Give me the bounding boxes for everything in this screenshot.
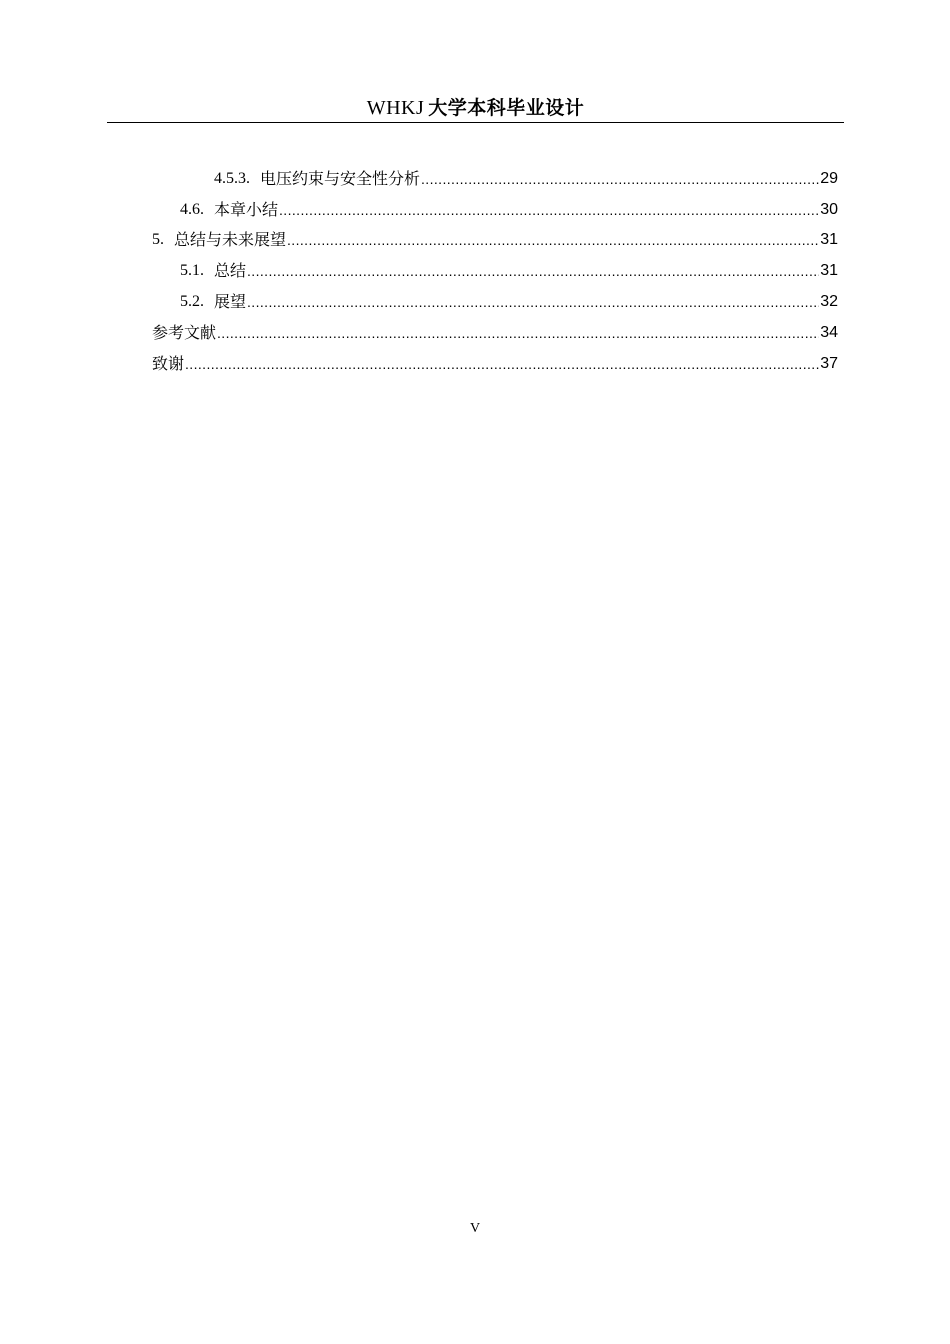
toc-entry-page: 37 xyxy=(820,354,838,372)
toc-entry[interactable] xyxy=(152,312,838,343)
toc-dot-leader xyxy=(185,354,819,374)
toc-entry[interactable] xyxy=(152,158,838,189)
toc-entry[interactable] xyxy=(152,220,838,251)
toc-dot-leader xyxy=(421,169,819,189)
toc-entry-page: 34 xyxy=(820,323,838,341)
toc-dot-leader xyxy=(247,292,819,312)
toc-entry-title: 总结 xyxy=(214,261,247,281)
toc-entry-title: 参考文献 xyxy=(152,322,217,342)
toc-entry-page: 32 xyxy=(820,292,838,310)
toc-entry-number: 4.5.3. xyxy=(214,169,250,187)
toc-entry-number: 5.1. xyxy=(180,262,204,280)
toc-entry-page: 29 xyxy=(820,169,838,187)
table-of-contents xyxy=(152,158,838,374)
toc-entry[interactable] xyxy=(152,189,838,220)
toc-dot-leader xyxy=(279,200,819,220)
toc-entry[interactable] xyxy=(152,343,838,374)
toc-entry-title: 致谢 xyxy=(152,353,185,373)
toc-entry-number: 4.6. xyxy=(180,200,204,218)
page-header xyxy=(107,94,844,123)
toc-entry-page: 30 xyxy=(820,200,838,218)
toc-dot-leader xyxy=(287,230,819,250)
toc-entry-number: 5.2. xyxy=(180,292,204,310)
toc-entry-number: 5. xyxy=(152,231,164,249)
toc-dot-leader xyxy=(247,261,819,281)
header-latin: WHKJ xyxy=(366,97,425,119)
header-cjk: 大学本科毕业设计 xyxy=(428,97,585,119)
toc-entry-title: 总结与未来展望 xyxy=(174,230,287,250)
toc-entry[interactable] xyxy=(152,281,838,312)
page-number: V xyxy=(469,1221,481,1236)
toc-dot-leader xyxy=(217,323,819,343)
toc-entry-title: 电压约束与安全性分析 xyxy=(260,168,421,188)
toc-entry-page: 31 xyxy=(820,262,838,280)
toc-entry-title: 展望 xyxy=(214,291,247,311)
page-header-title xyxy=(367,94,585,122)
toc-entry-title: 本章小结 xyxy=(214,199,279,219)
toc-entry[interactable] xyxy=(152,250,838,281)
toc-entry-page: 31 xyxy=(820,231,838,249)
